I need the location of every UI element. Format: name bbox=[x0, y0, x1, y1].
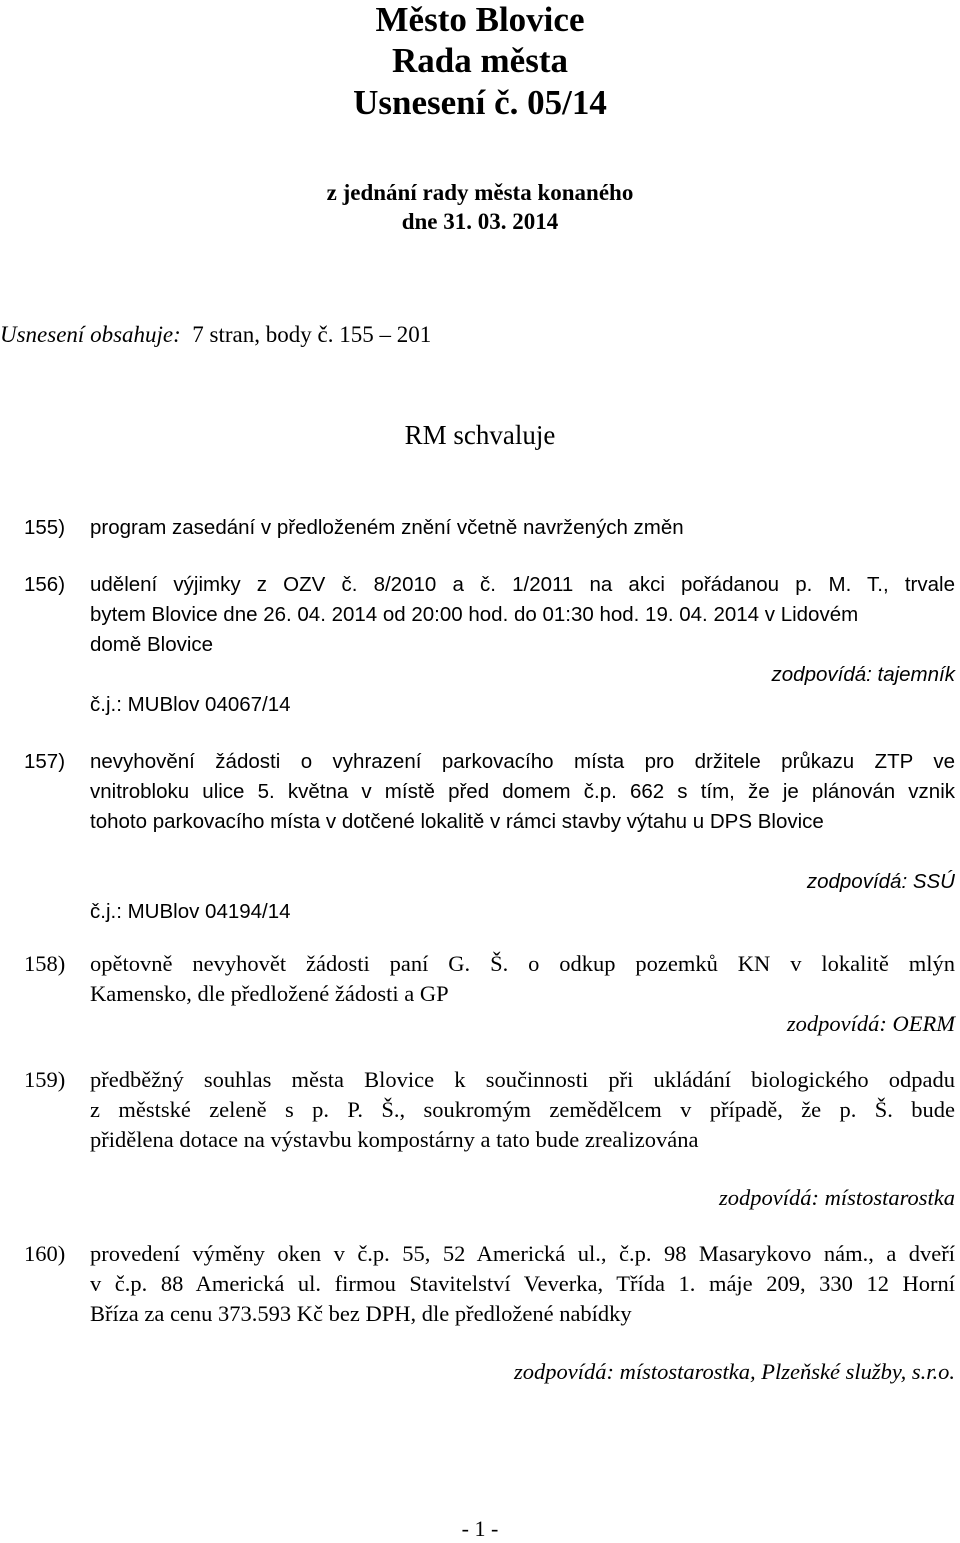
responsible-person: zodpovídá: OERM bbox=[786, 1011, 955, 1036]
item-text bbox=[90, 1239, 955, 1387]
responsible-person: zodpovídá: tajemník bbox=[771, 663, 955, 686]
resolution-item bbox=[24, 747, 955, 927]
item-number: 160) bbox=[24, 1241, 66, 1266]
item-line: Kamensko, dle předložené žádosti a GP bbox=[90, 981, 449, 1006]
item-number: 158) bbox=[24, 951, 66, 976]
item-line: udělení výjimky z OZV č. 8/2010 a č. 1/2011 na akci pořádanou p. M. T., trvale bbox=[90, 573, 955, 596]
item-text bbox=[90, 747, 955, 927]
item-line: přidělena dotace na výstavbu kompostárny a tato bude zrealizována bbox=[90, 1127, 699, 1152]
resolution-item bbox=[24, 1065, 955, 1213]
item-line: v č.p. 88 Americká ul. firmou Stavitelství Veverka, Třída 1. máje 209, 330 12 Horní bbox=[90, 1271, 955, 1296]
reference-number: č.j.: MUBlov 04067/14 bbox=[90, 693, 291, 716]
item-line: vnitrobloku ulice 5. května v místě před domem č.p. 662 s tím, že je plánován vznik bbox=[90, 780, 955, 803]
item-line: nevyhovění žádosti o vyhrazení parkovacího místa pro držitele průkazu ZTP ve bbox=[90, 750, 955, 773]
section-title: RM schvaluje bbox=[404, 420, 556, 450]
item-line: provedení výměny oken v č.p. 55, 52 Americká ul., č.p. 98 Masarykovo nám., a dveří bbox=[90, 1241, 955, 1266]
resolution-title: Usnesení č. 05/14 bbox=[353, 83, 607, 122]
item-number: 156) bbox=[24, 573, 66, 596]
reference-number: č.j.: MUBlov 04194/14 bbox=[90, 900, 291, 923]
meeting-line: z jednání rady města konaného bbox=[326, 180, 634, 205]
item-line: opětovně nevyhovět žádosti paní G. Š. o odkup pozemků KN v lokalitě mlýn bbox=[90, 951, 955, 976]
meeting-date: dne 31. 03. 2014 bbox=[401, 209, 559, 234]
town-title: Město Blovice bbox=[375, 0, 585, 39]
responsible-person: zodpovídá: místostarostka, Plzeňské služby, s.r.o. bbox=[513, 1359, 955, 1384]
item-line: program zasedání v předloženém znění včetně navržených změn bbox=[90, 516, 684, 539]
responsible-person: zodpovídá: SSÚ bbox=[806, 870, 955, 893]
overview-line bbox=[0, 320, 431, 350]
item-line: tohoto parkovacího místa v dotčené lokalitě v rámci stavby výtahu u DPS Blovice bbox=[90, 810, 824, 833]
item-line: Bříza za cenu 373.593 Kč bez DPH, dle předložené nabídky bbox=[90, 1301, 632, 1326]
council-title: Rada města bbox=[392, 41, 568, 80]
item-text bbox=[90, 570, 955, 720]
responsible-person: zodpovídá: místostarostka bbox=[718, 1185, 955, 1210]
item-text bbox=[90, 1065, 955, 1213]
overview-contents: 7 stran, body č. 155 – 201 bbox=[192, 322, 432, 347]
item-line: bytem Blovice dne 26. 04. 2014 od 20:00 hod. do 01:30 hod. 19. 04. 2014 v Lidovém bbox=[90, 603, 859, 626]
item-text bbox=[90, 513, 955, 543]
item-number: 155) bbox=[24, 516, 66, 539]
item-number: 157) bbox=[24, 750, 66, 773]
item-number: 159) bbox=[24, 1067, 66, 1092]
overview-label: Usnesení obsahuje: bbox=[0, 322, 181, 347]
resolution-item bbox=[24, 570, 955, 720]
resolution-item bbox=[24, 1239, 955, 1387]
page-number: - 1 - bbox=[461, 1516, 499, 1541]
item-line: domě Blovice bbox=[90, 633, 214, 656]
item-text bbox=[90, 949, 955, 1039]
item-line: předběžný souhlas města Blovice k součinnosti při ukládání biologického odpadu bbox=[90, 1067, 955, 1092]
resolution-item bbox=[24, 513, 955, 543]
resolution-item bbox=[24, 949, 955, 1039]
item-line: z městské zeleně s p. P. Š., soukromým zemědělcem v případě, že p. Š. bude bbox=[90, 1097, 955, 1122]
